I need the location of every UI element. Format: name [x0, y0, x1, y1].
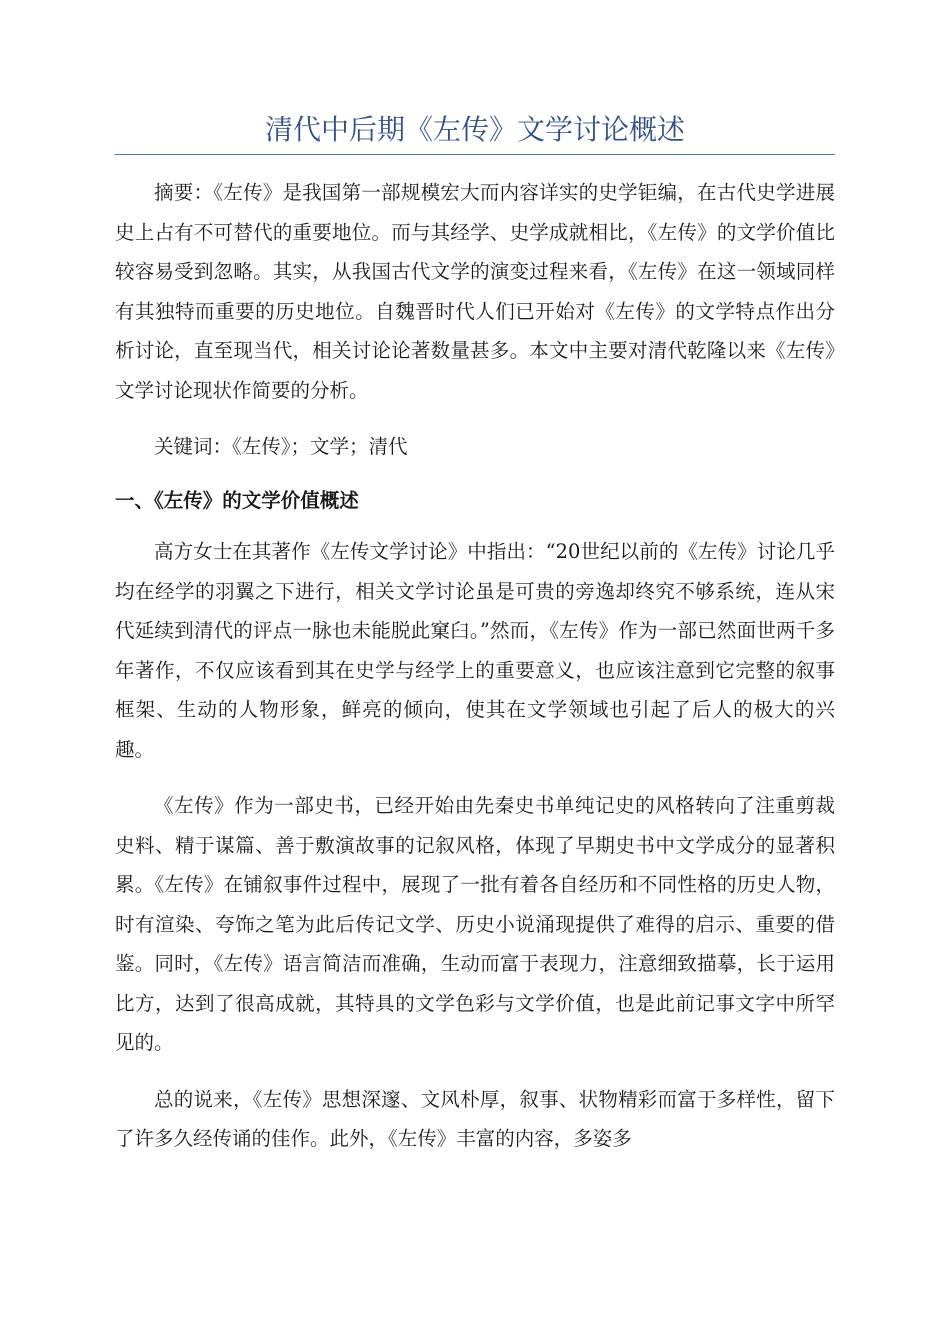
- abstract-paragraph: 摘要：《左传》是我国第一部规模宏大而内容详实的史学钜编，在古代史学进展史上占有不可替代的重要地位。而与其经学、史学成就相比，《左传》的文学价值比较容易受到忽略。其实，从我国古代文学的演变过程来看，《左传》在这一领域同样有其独特而重要的历史地位。自魏晋时代人们已开始对《左传》的文学特点作出分析讨论，直至现当代，相关讨论论著数量甚多。本文中主要对清代乾隆以来《左传》文学讨论现状作简要的分析。: [115, 181, 835, 402]
- document-page: [115, 108, 835, 1176]
- keywords-line: 关键词：《左传》；文学；清代: [154, 435, 408, 458]
- body-paragraph-2: 《左传》作为一部史书，已经开始由先秦史书单纯记史的风格转向了注重剪裁史料、精于谋篇、善于敷演故事的记叙风格，体现了早期史书中文学成分的显著积累。《左传》在铺叙事件过程中，展现了一批有着各自经历和不同性格的历史人物，时有渲染、夸饰之笔为此后传记文学、历史小说涌现提供了难得的启示、重要的借鉴。同时，《左传》语言简洁而准确，生动而富于表现力，注意细致描摹，长于运用比方，达到了很高成就，其特具的文学色彩与文学价值，也是此前记事文字中所罕见的。: [115, 794, 835, 1054]
- section-heading: 一、《左传》的文学价值概述: [115, 488, 359, 512]
- body-paragraph-3: 总的说来，《左传》思想深邃、文风朴厚，叙事、状物精彩而富于多样性，留下了许多久经传诵的佳作。此外，《左传》丰富的内容，多姿多: [115, 1087, 835, 1150]
- document-title: 清代中后期《左传》文学讨论概述: [115, 108, 835, 155]
- body-paragraph-1: 高方女士在其著作《左传文学讨论》中指出：“20世纪以前的《左传》讨论几乎均在经学的羽翼之下进行，相关文学讨论虽是可贵的旁逸却终究不够系统，连从宋代延续到清代的评点一脉也未能脱此窠臼。”然而，《左传》作为一部已然面世两千多年著作，不仅应该看到其在史学与经学上的重要意义，也应该注意到它完整的叙事框架、生动的人物形象，鲜亮的倾向，使其在文学领域也引起了后人的极大的兴趣。: [115, 540, 835, 761]
